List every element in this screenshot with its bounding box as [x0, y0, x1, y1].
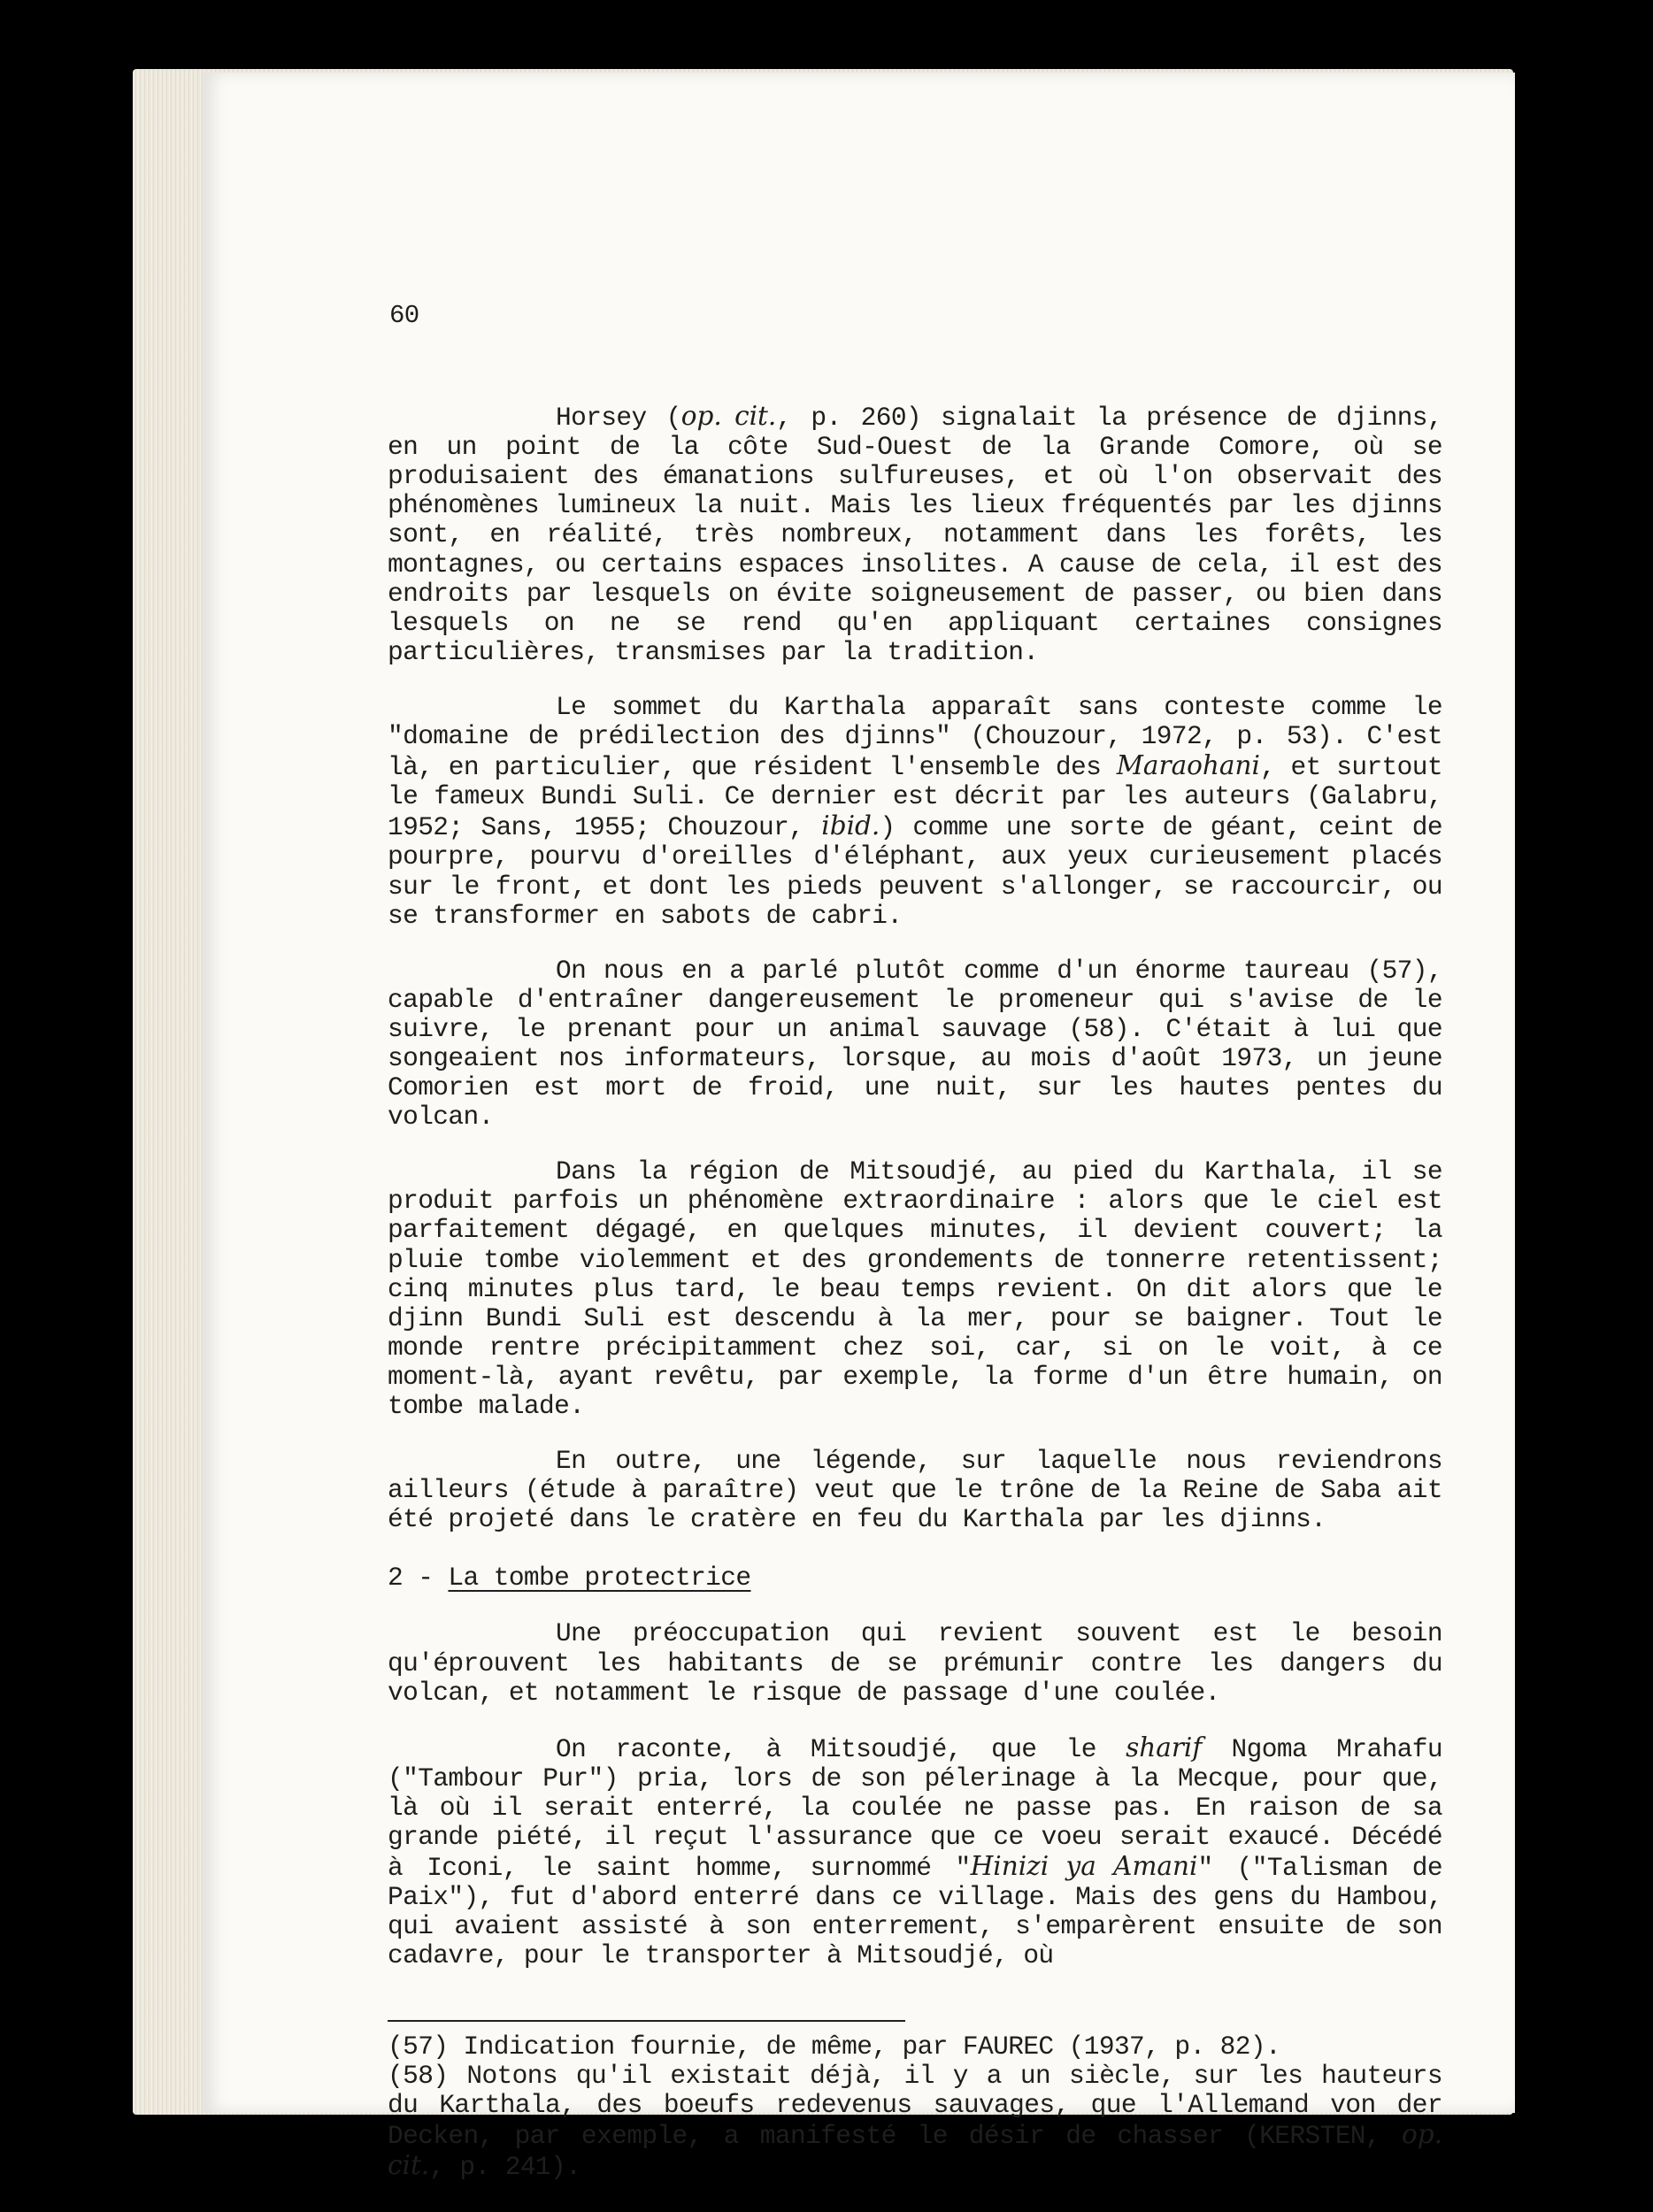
book-page: [204, 73, 1515, 2182]
section-heading: [388, 1563, 1442, 1593]
italic-text: Maraohani: [1116, 750, 1260, 781]
footnote-57: (57) Indication fournie, de même, par FAUREC (1937, p. 82).: [388, 2031, 1281, 2062]
section-number: 2 -: [388, 1563, 434, 1594]
paragraph-7: On raconte, à Mitsoudjé, que le sharif Ngoma Mrahafu ("Tambour Pur") pria, lors de son pélerinage à la Mecque, pour que, là où il serait enterré, la coulée ne passe pas. En raison de sa grande piété, il reçut l'assurance que ce voeu serait exaucé. Décédé à Iconi, le saint homme, surnommé "Hinizi ya Amani" ("Talisman de Paix"), fut d'abord enterré dans ce village. Mais des gens du Hambou, qui avaient assisté à son enterrement, s'emparèrent ensuite de son cadavre, pour le transporter à Mitsoudjé, où: [388, 1732, 1442, 1971]
italic-text: op. cit.: [388, 2118, 1442, 2180]
page-number: 60: [389, 301, 419, 330]
section-title: La tombe protectrice: [448, 1563, 751, 1594]
footnote-separator: [388, 2020, 905, 2022]
paragraph-1: Horsey (op. cit., p. 260) signalait la présence de djinns, en un point de la côte Sud-Ouest de la Grande Comore, où se produisaient des émanations sulfureuses, et où l'on observait des phénomènes lumineux la nuit. Mais les lieux fréquentés par les djinns sont, en réalité, très nombreux, notamment dans les forêts, les montagnes, ou certains espaces insolites. A cause de cela, il est des endroits par lesquels on évite soigneusement de passer, ou bien dans lesquels on ne se rend qu'en appliquant certaines consignes particulières, transmises par la tradition.: [388, 401, 1443, 667]
page-content: [388, 301, 1442, 2182]
paragraph-3: On nous en a parlé plutôt comme d'un énorme taureau (57), capable d'entraîner dangereusement le promeneur qui s'avise de le suivre, le prenant pour un animal sauvage (58). C'était à lui que songeaient nos informateurs, lorsque, au mois d'août 1973, un jeune Comorien est mort de froid, une nuit, sur les hautes pentes du volcan.: [388, 955, 1442, 1133]
italic-text: Hinizi ya Amani: [970, 1851, 1198, 1882]
paragraph-5: En outre, une légende, sur laquelle nous reviendrons ailleurs (étude à paraître) veut que le trône de la Reine de Saba ait été projeté dans le cratère en feu du Karthala par les djinns.: [388, 1446, 1442, 1535]
footnote-58: (58) Notons qu'il existait déjà, il y a un siècle, sur les hauteurs du Karthala, des boeufs redevenus sauvages, que l'Allemand von der Decken, par exemple, a manifesté le désir de chasser (KERSTEN, op. cit., p. 241).: [388, 2060, 1442, 2182]
italic-text: sharif: [1126, 1732, 1203, 1763]
italic-text: ibid.: [821, 810, 880, 841]
paragraph-6: Une préoccupation qui revient souvent est le besoin qu'éprouvent les habitants de se prémunir contre les dangers du volcan, et notamment le risque de passage d'une coulée.: [388, 1618, 1442, 1708]
paragraph-2: Le sommet du Karthala apparaît sans conteste comme le "domaine de prédilection des djinns" (Chouzour, 1972, p. 53). C'est là, en particulier, que résident l'ensemble des Maraohani, et surtout le fameux Bundi Suli. Ce dernier est décrit par les auteurs (Galabru, 1952; Sans, 1955; Chouzour, ibid.) comme une sorte de géant, ceint de pourpre, pourvu d'oreilles d'éléphant, aux yeux curieusement placés sur le front, et dont les pieds peuvent s'allonger, se raccourcir, ou se transformer en sabots de cabri.: [388, 691, 1442, 931]
italic-text: op. cit.: [680, 401, 777, 432]
paragraph-4: Dans la région de Mitsoudjé, au pied du Karthala, il se produit parfois un phénomène extraordinaire : alors que le ciel est parfaitement dégagé, en quelques minutes, il devient couvert; la pluie tombe violemment et des grondements de tonnerre retentissent; cinq minutes plus tard, le beau temps revient. On dit alors que le djinn Bundi Suli est descendu à la mer, pour se baigner. Tout le monde rentre précipitamment chez soi, car, si on le voit, à ce moment-là, ayant revêtu, par exemple, la forme d'un être humain, on tombe malade.: [388, 1156, 1442, 1421]
